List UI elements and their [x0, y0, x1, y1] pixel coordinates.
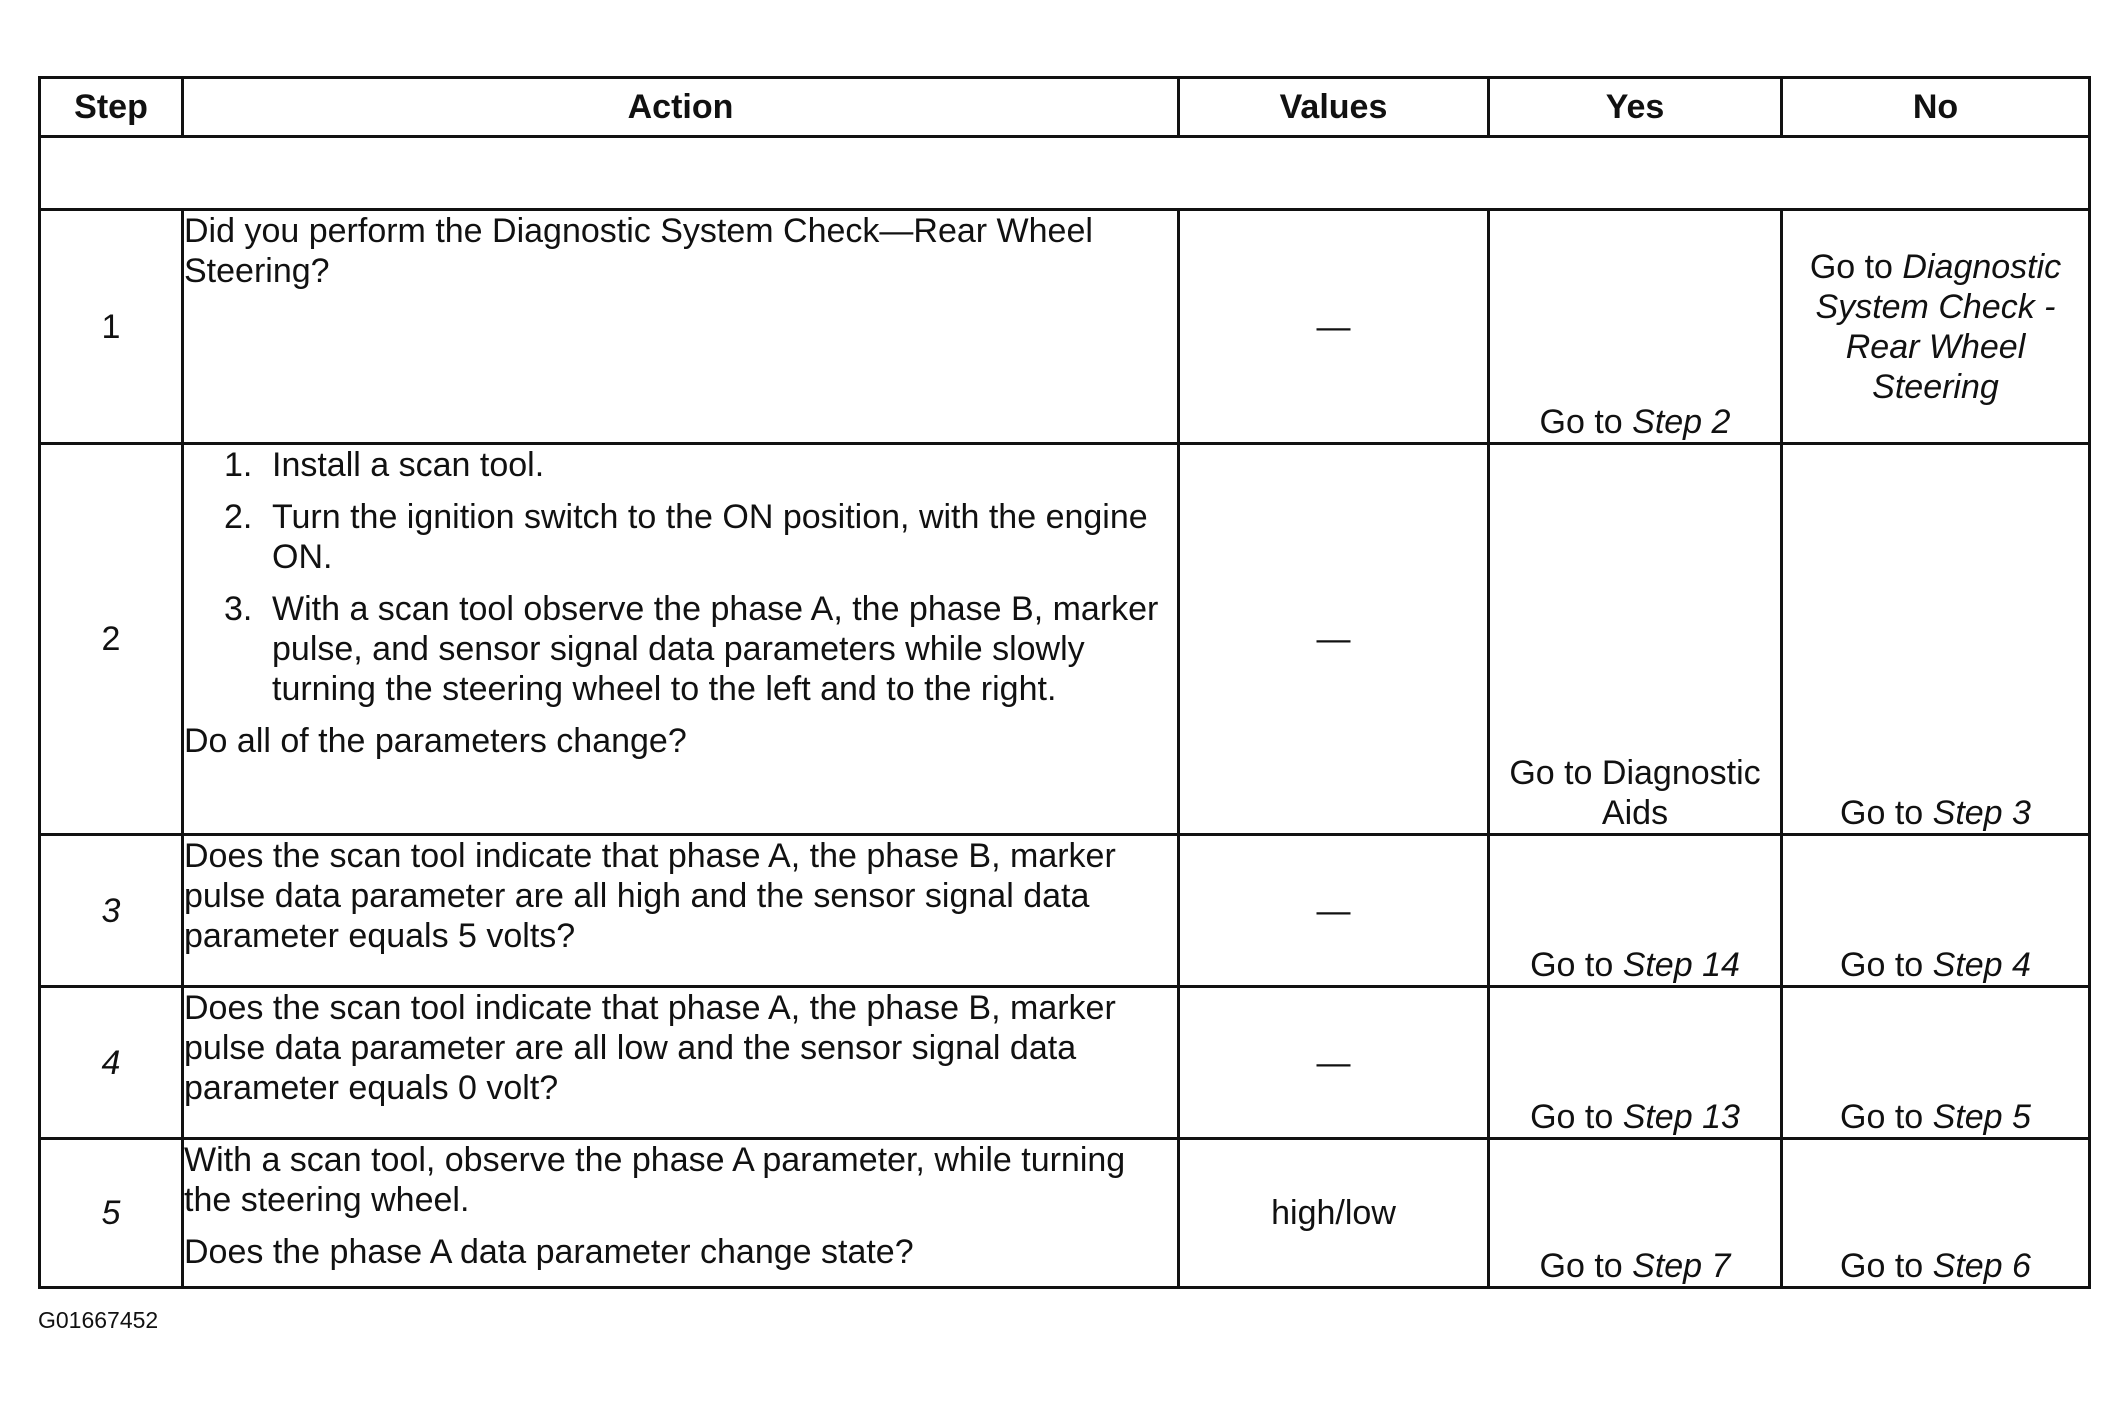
blank-row — [40, 137, 2090, 210]
yes-step-link[interactable]: Step 2 — [1632, 403, 1731, 441]
yes-step-link[interactable]: Step 14 — [1622, 946, 1740, 984]
yes-cell — [1489, 835, 1782, 987]
no-cell — [1782, 444, 2090, 835]
no-prefix: Go to — [1840, 794, 1933, 832]
header-action: Action — [183, 78, 1179, 137]
list-item-number: 1. — [224, 446, 253, 484]
no-prefix: Go to — [1840, 946, 1933, 984]
yes-prefix: Go to — [1530, 946, 1623, 984]
figure-id: G01667452 — [38, 1307, 159, 1333]
list-item-number: 3. — [224, 590, 253, 628]
values-cell: — — [1179, 987, 1489, 1139]
action-text: With a scan tool, observe the phase A parameter, while turning the steering wheel. — [184, 1141, 1126, 1219]
yes-cell — [1489, 987, 1782, 1139]
table-row — [40, 1139, 2090, 1288]
yes-cell — [1489, 1139, 1782, 1288]
list-item-text: With a scan tool observe the phase A, the phase B, marker pulse, and sensor signal data parameters while slowly turning the steering wheel to the left and to the right. — [272, 590, 1159, 708]
no-prefix: Go to — [1840, 1247, 1933, 1285]
step-number: 3 — [40, 835, 183, 987]
no-step-link[interactable]: Step 4 — [1932, 946, 2031, 984]
no-cell — [1782, 1139, 2090, 1288]
list-item-text: Turn the ignition switch to the ON position, with the engine ON. — [272, 498, 1148, 576]
diagnostic-table-container — [38, 76, 2088, 1289]
table-row — [40, 444, 2090, 835]
action-cell — [183, 210, 1179, 444]
header-values: Values — [1179, 78, 1489, 137]
values-cell: — — [1179, 210, 1489, 444]
header-no: No — [1782, 78, 2090, 137]
action-steps-list — [184, 445, 1177, 709]
yes-cell — [1489, 210, 1782, 444]
no-prefix: Go to — [1809, 247, 1903, 286]
action-question: Do all of the parameters change? — [184, 722, 687, 760]
yes-prefix: Go to — [1539, 403, 1633, 441]
no-cell — [1782, 210, 2090, 444]
no-cell — [1782, 835, 2090, 987]
values-cell: high/low — [1179, 1139, 1489, 1288]
step-number: 2 — [40, 444, 183, 835]
list-item-number: 2. — [224, 498, 253, 536]
no-step-link[interactable]: Step 6 — [1932, 1247, 2031, 1285]
action-cell — [183, 1139, 1179, 1288]
step-number: 4 — [40, 987, 183, 1139]
action-cell — [183, 444, 1179, 835]
no-step-link[interactable]: Diagnostic System Check - Rear Wheel Steering — [1815, 247, 2062, 406]
yes-diagnostic-aids-link[interactable]: Go to Diagnostic Aids — [1509, 754, 1761, 832]
action-text: Does the scan tool indicate that phase A, the phase B, marker pulse data parameter are all low and the sensor signal data parameter equals 0 volt? — [184, 989, 1116, 1107]
action-text: Does the scan tool indicate that phase A, the phase B, marker pulse data parameter are all high and the sensor signal data parameter equals 5 volts? — [184, 837, 1116, 955]
no-step-link[interactable]: Step 5 — [1932, 1098, 2031, 1136]
values-cell: — — [1179, 444, 1489, 835]
list-item — [224, 589, 1177, 709]
step-number: 1 — [40, 210, 183, 444]
header-yes: Yes — [1489, 78, 1782, 137]
step-number: 5 — [40, 1139, 183, 1288]
list-item-text: Install a scan tool. — [272, 446, 545, 484]
no-step-link[interactable]: Step 3 — [1932, 794, 2031, 832]
no-cell — [1782, 987, 2090, 1139]
action-cell — [183, 835, 1179, 987]
yes-prefix: Go to — [1530, 1098, 1623, 1136]
yes-step-link[interactable]: Step 13 — [1622, 1098, 1740, 1136]
header-step: Step — [40, 78, 183, 137]
diagnostic-table — [38, 76, 2091, 1289]
action-text: Did you perform the Diagnostic System Check—Rear Wheel Steering? — [184, 212, 1093, 290]
action-question: Does the phase A data parameter change state? — [184, 1233, 914, 1271]
list-item — [224, 497, 1177, 577]
table-row — [40, 987, 2090, 1139]
list-item — [224, 445, 1177, 485]
action-cell — [183, 987, 1179, 1139]
values-cell: — — [1179, 835, 1489, 987]
no-prefix: Go to — [1840, 1098, 1933, 1136]
yes-cell — [1489, 444, 1782, 835]
table-row — [40, 210, 2090, 444]
yes-step-link[interactable]: Step 7 — [1632, 1247, 1731, 1285]
blank-cell — [40, 137, 2090, 210]
table-header-row — [40, 78, 2090, 137]
yes-prefix: Go to — [1539, 1247, 1633, 1285]
table-row — [40, 835, 2090, 987]
